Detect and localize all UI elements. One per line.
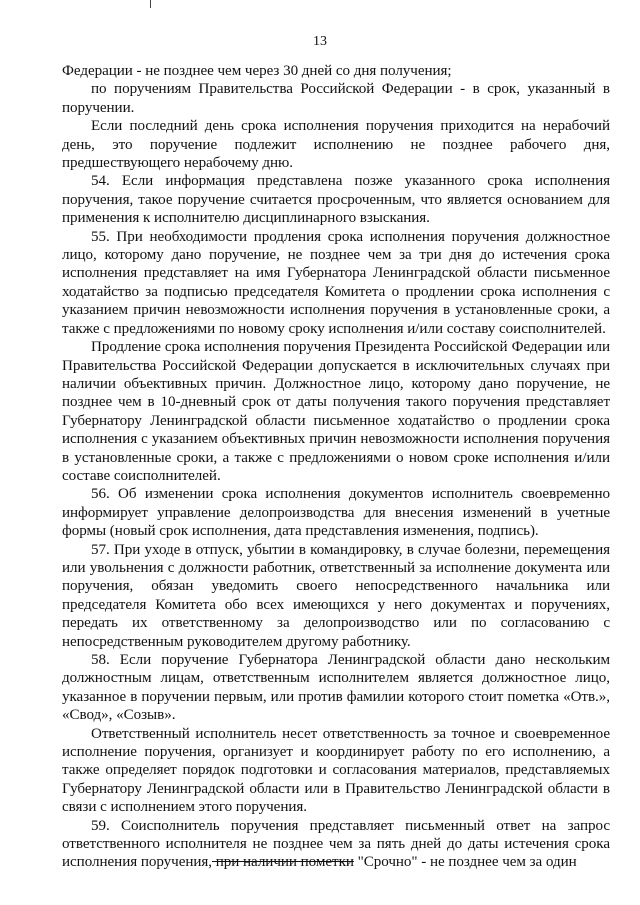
paragraph-item-58: 58. Если поручение Губернатора Ленинградской области дано нескольким должностным лицам, ответственным исполнителем является должностное лицо, указанное в поручении первым, или против фамилии которого стоит пометка «Отв.», «Свод», «Созыв». <box>62 652 610 724</box>
paragraph-item-56: 56. Об изменении срока исполнения документов исполнитель своевременно информирует управление делопроизводства для внесения изменений в учетные формы (новый срок исполнения, дата представления изменения, подпись). <box>62 486 610 540</box>
paragraph-continuation: Федерации - не позднее чем через 30 дней со дня получения; <box>62 63 452 79</box>
paragraph-item-59 <box>62 817 610 872</box>
paragraph-responsible-executor: Ответственный исполнитель несет ответственность за точное и своевременное исполнение поручения, организует и координирует работу по его исполнению, а также определяет порядок подготовки и согласования материалов, представляемых Губернатору Ленинградской области или в Правительство Ленинградской области в связи с исполнением этого поручения. <box>62 725 610 816</box>
document-body <box>62 62 610 872</box>
paragraph-item-55: 55. При необходимости продления срока исполнения поручения должностное лицо, которому дано поручение, не позднее чем за три дня до истечения срока исполнения представляет на имя Губернатора Ленинградской области письменное ходатайство за подписью председателя Комитета о продлении срока исполнения с указанием причин невозможности исполнения поручения в установленные сроки, а также с предложениями по новому сроку исполнения и/или составу соисполнителей. <box>62 228 610 337</box>
item-59-text-end: "Срочно" - не позднее чем за один <box>353 854 577 871</box>
paragraph-government-orders: по поручениям Правительства Российской Федерации - в срок, указанный в поручении. <box>62 81 610 116</box>
item-59-struck-text: при наличии пометки <box>212 854 354 871</box>
page-number: 13 <box>313 34 327 49</box>
paragraph-item-57: 57. При уходе в отпуск, убытии в командировку, в случае болезни, перемещения или увольнения с должности работник, ответственный за исполнение документа или поручения, обязан уведомить своего непосредственного начальника или председателя Комитета обо всех имеющихся у него документах и поручениях, передать их ответственному за делопроизводство или по согласованию с непосредственным руководителем другому работнику. <box>62 541 610 650</box>
scan-mark <box>150 0 151 8</box>
paragraph-nonworking-day: Если последний день срока исполнения поручения приходится на нерабочий день, это поручение подлежит исполнению не позднее рабочего дня, предшествующего нерабочему дню. <box>62 118 610 172</box>
item-59-text-start: 59. Соисполнитель поручения представляет письменный ответ на запрос ответственного исполнителя не позднее чем за пять дней до даты истечения срока исполнения поручения, <box>62 817 610 871</box>
paragraph-item-54: 54. Если информация представлена позже указанного срока исполнения поручения, такое поручение считается просроченным, что является основанием для применения к исполнителю дисциплинарного взыскания. <box>62 173 610 227</box>
paragraph-extension-president: Продление срока исполнения поручения Президента Российской Федерации или Правительства Российской Федерации допускается в исключительных случаях при наличии объективных причин. Должностное лицо, которому дано поручение, не позднее чем в 10-дневный срок от даты получения такого поручения представляет Губернатору Ленинградской области письменное ходатайство о продлении срока исполнения с указанием объективных причин невозможности исполнения поручения в установленные сроки, а также с предложениями о новом сроке исполнения и/или составе соисполнителей. <box>62 339 610 484</box>
